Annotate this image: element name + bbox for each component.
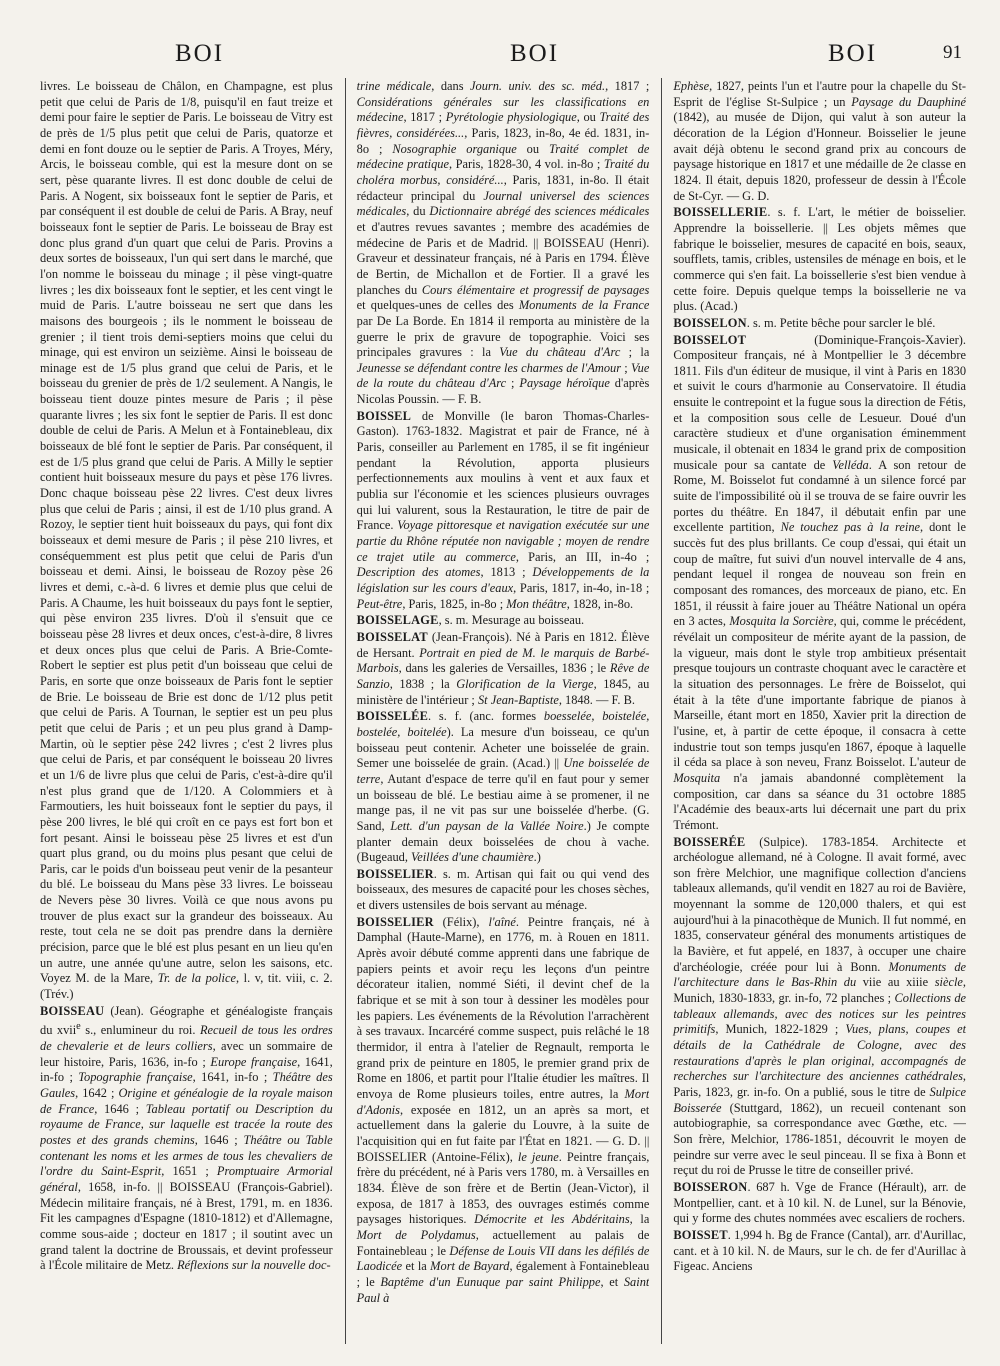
entry-paragraph: [673, 79, 966, 204]
text-run: , dans les galeries de Versailles, 1836 ; le: [398, 661, 610, 676]
italic-text: Recueil de tous les ordres de chevalerie et de leurs colliers: [40, 1023, 333, 1054]
entry-paragraph: [673, 1228, 966, 1275]
italic-text: Topographie française: [78, 1070, 193, 1085]
text-run: . Peintre français, né à Damphal (Haute-Marne), en 1776, m. à Rouen en 1811. Après avoir débuté comme apprenti dans une fabrique de papiers peints et avoir reçu les leçons d'un peintre décorateur italien, nommé Siéti, il devint chef de la fabrique et se mit à son tour à dessiner les modèles pour les papiers. Les événements de la Révolution l'arrachèrent à ses travaux. Incarcéré comme suspect, puis relâché le 18 thermidor, il entra à l'atelier de Regnault, remporta le grand prix de peinture en 1805, le premier grand prix de Rome en 1806, et partit pour l'Italie étudier les maîtres. Il envoya de Rome plusieurs toiles, entre autres, la: [356, 914, 650, 1101]
italic-text: Peut-être: [356, 596, 403, 611]
header-left-word: BOI: [175, 40, 225, 67]
text-run: .): [533, 850, 541, 865]
text-run: et la: [402, 1259, 431, 1274]
entry-paragraph: [673, 1180, 966, 1227]
italic-text: Défense de Louis VII dans les défilés de Laodicée: [356, 1243, 650, 1274]
text-run: , qui, comme le précédent, révélait un compositeur de mérite ayant de la passion, de la vigueur, mais dont le style trop ambitieux présentait presque toujours un contraste choquant avec le caractère et la situation des personnages. Le frère de Boisselot, qui était à la tête d'une importante fabrique de pianos à Marseille, étant mort en 1850, Xavier prit la direction de l'usine, et, à partir de cette époque, il consacra à cette industrie tout son temps jusqu'en 1867, époque à laquelle il céda sa place à son neveu, Franz Boisselot. L'auteur de: [673, 614, 967, 770]
text-run: n'a jamais abandonné complètement la composition, car dans sa séance du 31 octobre 1885 l'Académie des beaux-arts lui décernait une part du prix Trémont.: [673, 770, 967, 832]
column-right: [661, 78, 966, 1344]
entry-headword: BOISSERON: [673, 1179, 748, 1194]
entry-paragraph: [357, 867, 650, 914]
italic-text: Tableau portatif ou Description du royaume de France, sur laquelle est tracée la route des postes et des grands chemins: [40, 1101, 333, 1148]
italic-text: Portrait en pied de M. le marquis de Barbé-Marbois: [356, 645, 650, 676]
text-run: , la: [629, 1212, 650, 1227]
italic-text: Journal universel des sciences médicales: [356, 188, 650, 219]
entry-paragraph: [673, 205, 966, 315]
text-run: (Jean-François). Né à Paris en 1812. Élève de Hersant.: [356, 629, 650, 660]
italic-text: Lett. d'un paysan de la Vallée Noire: [390, 818, 584, 833]
italic-text: Nosographie organique: [392, 141, 517, 156]
entry-headword: BOISSELLERIE: [673, 205, 768, 220]
text-run: , Paris, 1817, in-4o, in-18 ;: [513, 581, 650, 595]
italic-text: Monuments de la France: [518, 298, 650, 313]
italic-text: Veillées d'une chaumière: [411, 850, 534, 865]
italic-text: Mosquita la Sorcière: [729, 614, 834, 629]
italic-text: Mort de Bayard: [430, 1259, 510, 1274]
italic-text: Vues, plans, coupes et détails de la Cathédrale de Cologne, avec des restaurations d'après le plan original, accompagnés de recherches sur l'architecture des anciennes cathédrales: [673, 1022, 967, 1084]
text-run: , et: [600, 1274, 624, 1289]
italic-text: Ephèse: [673, 79, 710, 93]
column-left: [40, 78, 333, 1344]
text-run: viie au xiiie: [856, 975, 935, 990]
running-head: [40, 30, 966, 74]
entry-paragraph: [40, 79, 333, 1003]
text-run: (Sulpice). 1783-1854. Architecte et archéologue allemand, né à Cologne. Il avait formé, avec son frère Melchior, une magnifique collection d'anciens tableaux allemands, qu'il vendit en 1827 au roi de Bavière, moyennant la somme de 120,000 thalers, et qui est aujourd'hui à la pinacothèque de Munich. Il fut nommé, en 1835, conservateur général des monuments artistiques de la Bavière, et fut appelé, en 1837, à occuper une chaire d'archéologie, créée pour lui à Bonn.: [673, 834, 967, 974]
italic-text: Saint Paul à: [356, 1274, 650, 1305]
text-columns: [40, 78, 966, 1344]
text-run: , 1817 ;: [605, 79, 650, 93]
italic-text: St Jean-Baptiste: [477, 692, 559, 707]
italic-text: Cours élémentaire et progressif de paysages: [421, 282, 650, 297]
text-run: . 687 h. Vge de France (Hérault), arr. de Montpellier, cant. et à 10 kil. N. de Lunel, sur la Bénovie, qui y forme des chutes nommées avec escaliers de rochers.: [673, 1179, 967, 1226]
text-run: , Munich, 1830-1833, gr. in-fo, 72 planches ;: [673, 975, 967, 1006]
entry-headword: BOISSELON: [673, 315, 747, 330]
text-run: .) Je compte planter demain deux boisselées de chou à vache. (Bugeaud,: [356, 818, 650, 865]
text-run: ou: [516, 141, 549, 156]
italic-text: Vue de la route du château d'Arc: [356, 360, 650, 391]
text-run: , exposée en 1812, un an après sa mort, et actuellement dans la galerie du Louvre, à la suite de l'acquisition qui en fut faite par l'État en 1821. — G. D. || BOISSELIER (Antoine-Félix),: [356, 1102, 650, 1164]
entry-paragraph: [40, 1004, 333, 1274]
text-run: , du: [406, 204, 430, 219]
text-run: (1842), au musée de Dijon, qui valut à son auteur la décoration de la Légion d'Honneur. Boisselier le jeune avait déjà obtenu le second grand prix au concours de paysage historique en 1817 et une médaille de 2e classe en 1824. Il était, depuis 1820, professeur de dessin à l'École de St-Cyr. — G. D.: [673, 110, 967, 203]
entry-headword: BOISSELOT: [673, 332, 747, 347]
entry-headword: BOISSELÉE: [356, 709, 429, 724]
text-run: , Munich, 1822-1829 ;: [715, 1022, 846, 1037]
italic-text: Voyage pittoresque et navigation exécutée sur une partie du Rhône réputée non navigable ; moyen de rendre ce trajet utile au commerce: [356, 518, 650, 564]
text-run: ). La mesure d'un boisseau, ce qu'un boisseau peut contenir. Acheter une boisselée de grain. Semer une boisselée de grain. (Acad.) ||: [356, 724, 650, 771]
text-run: , 1845, au ministère de l'intérieur ;: [356, 676, 650, 707]
entry-headword: BOISSELAT: [356, 629, 428, 644]
italic-text: Ne touchez pas à la reine: [780, 520, 921, 535]
text-run: . s. m. Petite bêche pour sarcler le blé.: [746, 315, 936, 330]
italic-text: Europe française: [210, 1054, 298, 1069]
text-run: . s. f. (anc. formes: [428, 709, 544, 724]
italic-text: siècle: [934, 975, 963, 990]
italic-text: le jeune: [517, 1149, 559, 1164]
text-run: et d'autres revues savantes ; membre des académies de médecine de Paris et de Madrid. || BOISSEAU (Henri). Graveur et dessinateur français, né à Paris en 1794. Élève de Bertin, de Michallon et de Fortier. Il a gravé les planches du: [356, 219, 650, 297]
text-run: s., enlumineur du roi.: [80, 1023, 200, 1038]
text-run: , Autant d'espace de terre qu'il en faut pour y semer un boisseau de blé. Le bestiau aime à se promener, il ne mange pas, il ne vit pas sur une boisselée d'herbe. (G. Sand,: [356, 771, 650, 833]
entry-headword: BOISSET: [673, 1227, 728, 1242]
entry-headword: BOISSELAGE: [356, 613, 439, 628]
italic-text: Velléda: [832, 457, 869, 472]
text-run: , 1641, in-fo ;: [40, 1054, 333, 1085]
italic-text: Considérations générales sur les classifications en médecine: [356, 94, 650, 125]
entry-paragraph: [357, 915, 650, 1306]
italic-text: Glorification de la Vierge: [456, 676, 594, 691]
entry-paragraph: [357, 613, 650, 629]
column-middle: [345, 78, 650, 1344]
italic-text: Pyrétologie physiologique: [445, 110, 577, 125]
italic-text: Collections de tableaux allemands, avec des notices sur les peintres primitifs: [673, 991, 967, 1037]
italic-text: trine médicale: [356, 79, 432, 93]
text-run: , 1651 ;: [161, 1164, 217, 1179]
entry-headword: BOISSEL: [356, 408, 412, 423]
entry-paragraph: [357, 79, 650, 408]
text-run: et quelques-unes de celles des: [356, 298, 519, 313]
text-run: , 1848. — F. B.: [558, 692, 635, 707]
italic-text: Description des atomes: [356, 565, 481, 580]
text-run: de Monville (le baron Thomas-Charles-Gaston). 1763-1832. Magistrat et pair de France, né à Paris, conseiller au Parlement en 1785, il se fit ingénieur pendant la Révolution, apporta plusieurs perfectionnements aux moulins à vent et aux faux et publia sur l'économie et les sciences plusieurs ouvrages qui lui valurent, sous la Restauration, le titre de pair de France.: [356, 408, 650, 533]
text-run: (Félix),: [433, 914, 489, 929]
text-run: , Paris, 1831, in-8o. Il était rédacteur principal du: [356, 172, 650, 203]
text-run: , 1817 ;: [403, 110, 446, 125]
italic-text: Mort de Polydamus: [356, 1227, 476, 1242]
text-run: e: [76, 1021, 81, 1033]
entry-headword: BOISSERÉE: [673, 834, 746, 849]
entry-paragraph: [673, 316, 966, 332]
italic-text: Promptuaire Armorial général: [40, 1164, 333, 1195]
italic-text: Origine et généalogie de la royale maison de France: [40, 1086, 333, 1116]
text-run: , 1658, in-fo. || BOISSEAU (François-Gabriel). Médecin militaire français, né à Brest, 1791, m. en 1836. Fit les campagnes d'Espagne (1810-1812) et d'Allemagne, comme sous-aide ; docteur en 1817 ; il soutint avec un grand talent la doctrine de Broussais, et devint professeur à l'École militaire de Metz.: [40, 1180, 333, 1273]
text-run: , avec un sommaire de leur histoire, Paris, 1636, in-fo ;: [40, 1039, 333, 1069]
text-run: (Dominique-François-Xavier). Compositeur français, né à Montpellier le 3 décembre 1811. Fils d'un éditeur de musique, il vint à Paris en 1830 et suivit le cours d'harmonie au Conservatoire. Il étudia ensuite le contrepoint et la fugue sous la direction de Fétis, et la composition sous celle de Lesueur. Doué d'un caractère studieux et d'une organisation éminemment musicale, il obtenait en 1834 le grand prix de composition musicale pour sa cantate de: [673, 332, 967, 472]
italic-text: Dictionnaire abrégé des sciences médicales: [429, 204, 650, 219]
text-run: ;: [621, 360, 631, 375]
page-number: 91: [943, 42, 962, 63]
italic-text: Développements de la législation sur les cours d'eaux: [356, 565, 650, 595]
italic-text: Jeunesse se défendant contre les charmes de l'Amour: [356, 360, 622, 375]
entry-paragraph: [673, 835, 966, 1179]
text-run: . A son retour de Rome, M. Boisselot fut condamné à un silence forcé par suite de l'impossibilité où il se trouva de se faire ouvrir les portes du théâtre. En 1847, il débutait enfin par une excellente partition,: [673, 457, 967, 535]
text-run: livres. Le boisseau de Châlon, en Champagne, est plus petit que celui de Paris de 1/8, puisqu'il en faut treize et demi pour faire le septier de Paris. Le boisseau de Vitry est de près de 1/5 plus petit que celui de Paris, quatorze et demi en font douze ou le septier de Paris. A Troyes, Méry, Arcis, le boisseau comble, qui est la mesure dont on se sert, pèse quarante livres. Il est donc double de celui de Paris. A Nogent, six boisseaux font le septier de Paris, et par conséquent il est double de celui de Paris. A Bray, neuf boisseaux font le septier de Paris. Le boisseau de Bray est donc plus grand d'un quart que celui de Paris. Provins a deux sortes de boisseaux, l'un qui sert dans le marché, que l'on nomme le boisseau du minage ; il pèse vingt-quatre livres ; les dix boisseaux font le septier, et les cent vingt le muid de Paris. L'autre boisseau ne sert que dans les maisons des bourgeois ; ils le nomment le boisseau de grenier ; il tient trois demi-septiers moins que celui du minage, qui est environ un seizième. Ainsi le boisseau de minage est de 1/5 plus grand que celui de Paris, et le boisseau du grenier de près de 1/2 seulement. A Nangis, le boisseau tient douze pintes mesure de Paris ; il pèse quarante livres ; les six font le septier de Paris. Il est donc double de celui de Paris. A Melun et à Fontainebleau, dix boisseaux de blé font le septier de Paris. Par conséquent, il est de 1/5 plus grand que celui de Paris. A Milly le septier contient huit boisseaux mesure du pays et pèse 176 livres. Donc chaque boisseau pèse 22 livres. C'est deux livres plus que celui de Paris ; ainsi, il est de 1/10 plus grand. A Rozoy, le septier tient huit boisseaux du pays, qui font dix boisseaux et demi mesure de Paris ; il pèse 210 livres, et conséquemment est plus petit que celui de Paris d'un boisseau et demi. Ainsi, le boisseau de Rozoy pèse 26 livres et demi, c.-à-d. 6 livres et demie plus que celui de Paris. A Chaume, les huit boisseaux du pays font le septier, qui pèse environ 235 livres. D'où il s'ensuit que ce boisseau pèse 28 livres et deux onces, c'est-à-dire, 8 livres et deux onces plus que celui de Paris. A Brie-Comte-Robert le septier est plus petit d'un boisseau que celui de Paris, en sorte que onze boisseaux de Paris font le septier de Brie. Le boisseau de Brie est donc de 1/12 plus petit que celui de Paris. A Tournan, le septier est un peu plus petit que celui de Paris ; et un peu plus grand à Damp-Martin, où le septier pèse 242 livres ; c'est 2 livres plus que celui de Paris, et par conséquent le boisseau 20 livres et un 1/6 de livre plus que celui de Paris, c'est-à-dire qu'il n'est plus grand que de 1/120. A Colommiers et à Farmoutiers, les huit boisseaux font le septier du pays, il pèse 200 livres, le blé qui croît en ce pays est fort bon et fort pesant. Ainsi le boisseau pèse 25 livres et est d'un quart plus grand, ou du moins plus pesant que celui de Paris, car le poids d'un boisseau peut venir de la pesanteur du blé. Le boisseau du Mans pèse 33 livres. Le boisseau de Nevers pèse 30 livres. Voilà ce que nous avons pu trouver de plus exact sur la grandeur des boisseaux. Au reste, tout cela ne se doit pas prendre dans la dernière précision, parce que le blé est plus pesant en un lieu qu'en un autre, une année qu'une autre, selon les saisons, etc. Voyez M. de la Mare,: [40, 79, 333, 986]
text-run: , 1827, peints l'un et l'autre pour la chapelle du St-Esprit de l'église St-Sulpice ; un: [673, 79, 967, 109]
italic-text: Vue du château d'Arc: [499, 345, 621, 360]
text-run: , 1641, in-fo ;: [192, 1070, 273, 1085]
text-run: , 1642 ;: [75, 1086, 119, 1101]
text-run: , actuellement au palais de Fontainebleau ; le: [356, 1227, 650, 1258]
text-run: , Paris, an III, in-4o ;: [515, 549, 650, 564]
text-run: , Paris, 1823, in-8o, 4e éd. 1831, in-8o ;: [356, 125, 650, 156]
italic-text: l'aîné: [488, 914, 516, 929]
text-run: (Jean). Géographe et généalogiste français du xvii: [40, 1003, 333, 1038]
italic-text: Traité des fièvres, considérées...: [356, 110, 650, 140]
entry-headword: BOISSEAU: [40, 1003, 105, 1018]
entry-paragraph: [357, 630, 650, 708]
text-run: , 1813 ;: [480, 565, 533, 580]
italic-text: Mort d'Adonis: [356, 1087, 650, 1117]
text-run: ;: [506, 376, 520, 391]
text-run: . s. f. L'art, le métier de boisselier. Apprendre la boissellerie. || Les objets mêmes que fabrique le boisselier, mesures de capacité en bois, seaux, soufflets, tamis, cribles, ustensiles de ménage en bois, et le commerce qui s'en fait. La boissellerie s'est bien vendue à cette foire. Depuis quelque temps la boissellerie ne va plus. (Acad.): [673, 205, 967, 314]
italic-text: Traité du choléra morbus, considéré...: [356, 157, 650, 187]
text-run: , s. m. Mesurage au boisseau.: [438, 613, 585, 628]
entry-headword: BOISSELIER: [356, 914, 434, 929]
entry-paragraph: [357, 709, 650, 866]
header-right-word: BOI: [828, 40, 878, 67]
header-center-word: BOI: [510, 40, 560, 67]
entry-paragraph: [357, 409, 650, 613]
italic-text: Sulpice Boisserée: [673, 1085, 967, 1115]
entry-headword: BOISSELIER: [356, 866, 434, 881]
text-run: , dont le succès fut des plus brillants. Ce coup d'essai, qui était un coup de maître, fut suivi d'un nouvel intervalle de 4 ans, pendant lequel il rongea de nouveau son frein en composant des romances, des morceaux de piano, etc. En 1851, il réussit à faire jouer au Théâtre National un opéra en 3 actes,: [673, 520, 967, 629]
italic-text: Journ. univ. des sc. méd.: [470, 79, 606, 93]
text-run: , ou: [576, 110, 600, 125]
text-run: , également à Fontainebleau ; le: [356, 1259, 650, 1289]
italic-text: Une boisselée de terre: [356, 756, 650, 786]
italic-text: Théâtre des Gaules: [40, 1070, 333, 1101]
text-run: , 1838 ; la: [389, 676, 457, 691]
italic-text: Tr. de la police: [157, 971, 236, 986]
text-run: , 1646 ;: [94, 1101, 146, 1116]
text-run: . 1,994 h. Bg de France (Cantal), arr. d'Aurillac, cant. et à 10 kil. N. de Maurs, sur le ch. de fer d'Aurillac à Figeac. Anciens: [673, 1227, 967, 1274]
text-run: , Paris, 1823, gr. in-fo. On a publié, sous le titre de: [673, 1069, 967, 1099]
text-run: par De La Borde. En 1814 il remporta au ministère de la guerre le prix de gravure de topographie. Voici ses principales gravures : la: [356, 313, 650, 360]
text-run: , Paris, 1828-30, 4 vol. in-8o ;: [448, 157, 604, 172]
italic-text: Théâtre ou Table contenant les noms et les armes de tous les chevaliers de l'ordre du Saint-Esprit: [40, 1133, 333, 1179]
text-run: . Peintre français, frère du précédent, né à Paris vers 1780, m. à Versailles en 1834. Élève de son frère et de Bertin (Jean-Victor), il exposa, de 1817 à 1853, des ouvrages estimés comme paysages historiques.: [356, 1149, 650, 1227]
italic-text: Rêve de Sanzio: [356, 661, 650, 691]
italic-text: Mon théâtre: [506, 596, 567, 611]
italic-text: Réflexions sur la nouvelle doc-: [177, 1258, 331, 1273]
text-run: . s. m. Artisan qui fait ou qui vend des boisseaux, des mesures de capacité pour les choses sèches, et divers ustensiles de bois servant au ménage.: [356, 866, 650, 913]
text-run: , dans: [431, 79, 471, 93]
italic-text: Monuments de l'architecture dans le Bas-Rhin du: [673, 959, 967, 990]
entry-paragraph: [673, 333, 966, 834]
text-run: , Paris, 1825, in-8o ;: [402, 596, 507, 611]
text-run: , l. v, tit. viii, c. 2. (Trév.): [40, 971, 333, 1002]
italic-text: Baptême d'un Eunuque par saint Philippe: [380, 1274, 601, 1289]
italic-text: boesselée, boistelée, bostelée, boitelée: [356, 709, 650, 739]
text-run: ; la: [620, 345, 650, 360]
text-run: , 1828, in-8o.: [566, 596, 634, 611]
text-run: (Stuttgard, 1862), un recueil contenant son autobiographie, sa correspondance avec Gœthe, etc. — Son frère, Melchior, 1786-1851, découvrit le moyen de peindre sur verre avec le seul pinceau. Il se fixa à Bonn et reçut du roi de Prusse le titre de conseiller privé.: [673, 1100, 967, 1178]
text-run: d'après Nicolas Poussin. — F. B.: [356, 376, 650, 407]
text-run: , 1646 ;: [194, 1133, 244, 1148]
italic-text: Paysage héroïque: [519, 376, 610, 391]
italic-text: Démocrite et les Abdéritains: [474, 1212, 630, 1227]
italic-text: Traité complet de médecine pratique: [356, 141, 650, 172]
italic-text: Paysage du Dauphiné: [851, 94, 967, 109]
italic-text: Mosquita: [673, 770, 721, 785]
